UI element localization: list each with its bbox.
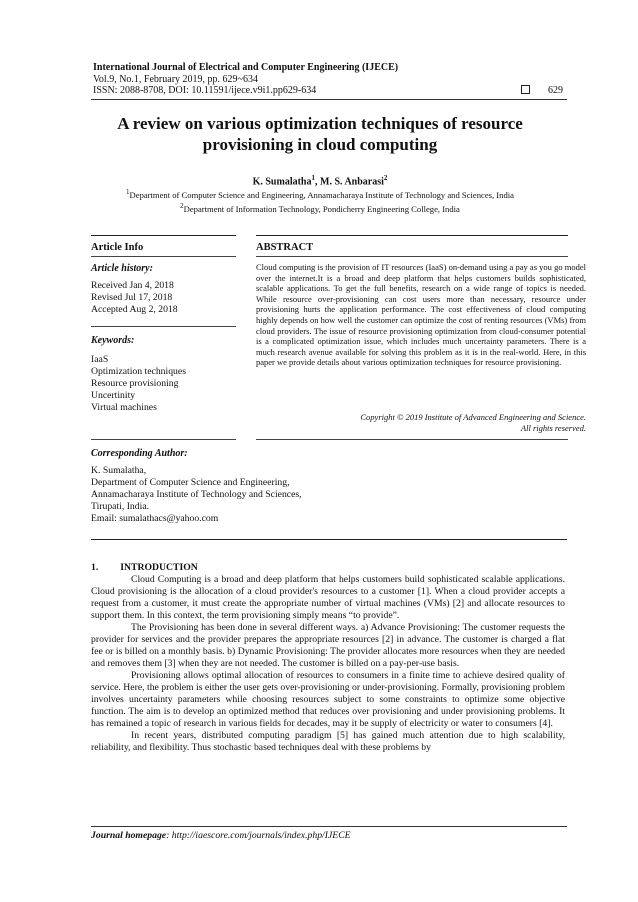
- keyword-item: Optimization techniques: [91, 366, 186, 377]
- received-date: Received Jan 4, 2018: [91, 280, 174, 291]
- author-1: K. Sumalatha: [252, 176, 312, 188]
- section-title: INTRODUCTION: [120, 562, 198, 573]
- corresponding-dept: Department of Computer Science and Engineering,: [91, 477, 290, 488]
- keyword-item: Uncertinity: [91, 390, 136, 401]
- page-number: 629: [548, 85, 563, 96]
- revised-date: Revised Jul 17, 2018: [91, 292, 173, 303]
- corresponding-name: K. Sumalatha,: [91, 465, 147, 476]
- corresponding-bottom-rule: [91, 539, 567, 540]
- keyword-item: Virtual machines: [91, 402, 157, 413]
- paper-title: [70, 113, 570, 155]
- article-info-top-rule: [91, 235, 236, 236]
- author-2-sup: 2: [383, 174, 388, 182]
- section-heading-introduction: [91, 562, 198, 573]
- article-info-heading: Article Info: [91, 242, 144, 253]
- copyright-line-1: Copyright © 2019 Institute of Advanced Engineering and Science.: [360, 412, 586, 422]
- abstract-text: Cloud computing is the provision of IT resources (IaaS) on-demand using a pay as you go model over the internet.It is a broad and deep platform that helps customers builds sophisticated, scalable applications. To get the full benefits, research on a wide range of topics is needed. While resource over-provisioning can cost users more than necessary, resource under provisioning hurts the application performance. The cost effectiveness of cloud computing highly depends on how well the customer can optimize the cost of renting resources (VMs) from cloud providers. The issue of resource provisioning optimization from cloud-consumer potential is a complicated optimization issue, which includes much uncertainty parameters. There is a much research avenue available for solving this problem as it is in the real-world. Here, in this paper we provide details about various optimization techniques for resource provisioning.: [256, 262, 586, 368]
- abstract-heading: ABSTRACT: [256, 242, 314, 253]
- issn-line: ISSN: 2088-8708, DOI: 10.11591/ijece.v9i1.pp629-634: [93, 85, 317, 96]
- header-rule: [91, 99, 567, 100]
- paragraph: Cloud Computing is a broad and deep platform that helps customers build sophisticated scalable applications. Cloud provisioning is the allocation of a cloud provider's resources to a customer [1]. When a cloud provider accepts a request from a customer, it must create the appropriate number of virtual machines (VMs) [2] and allocate resources to support them. In this context, the term provisioning simply means “to provide”.: [91, 574, 565, 621]
- keywords-list: [91, 354, 186, 414]
- corresponding-email: Email: sumalathacs@yahoo.com: [91, 513, 219, 524]
- paragraph: In recent years, distributed computing paradigm [5] has gained much attention due to high scalability, reliability, and flexibility. Thus stochastic based techniques deal with these problems by: [91, 730, 565, 753]
- accepted-date: Accepted Aug 2, 2018: [91, 304, 178, 315]
- volume-line: Vol.9, No.1, February 2019, pp. 629~634: [93, 73, 258, 85]
- author-1-sup: 1: [311, 174, 315, 182]
- corresponding-author: [91, 465, 571, 525]
- keywords-heading: Keywords:: [91, 335, 135, 346]
- author-separator: ,: [315, 176, 320, 188]
- article-history-heading: Article history:: [91, 263, 153, 274]
- article-info-bottom-rule: [91, 439, 236, 440]
- footer-rule: [91, 826, 567, 827]
- abstract-rule: [256, 256, 568, 257]
- paragraph: Provisioning allows optimal allocation of resources to consumers in a finite time to achieve desired quality of service. Here, the problem is either the user gets over-provisioning or under-provisioning. Formally, provisioning problem involves uncertainty parameters while choosing resources subject to some constraints to optimize some objective function. The aim is to develop an optimized method that reduces over provisioning and under provisioning problems. It has remained a topic of research in various fields for decades, may it be supply of electricity or water to consumers [4].: [91, 670, 565, 729]
- title-line-1: A review on various optimization techniques of resource: [117, 114, 523, 133]
- article-info-rule: [91, 256, 236, 257]
- affiliation-2: [70, 201, 570, 215]
- corresponding-city: Tirupati, India.: [91, 501, 150, 512]
- title-line-2: provisioning in cloud computing: [202, 135, 438, 154]
- abstract-top-rule: [256, 235, 568, 236]
- keyword-item: IaaS: [91, 354, 109, 365]
- journal-footer: [91, 830, 351, 841]
- copyright: [256, 412, 586, 434]
- footer-label: Journal homepage: [91, 830, 167, 841]
- introduction-body: [91, 574, 565, 754]
- affiliation-1-sup: 1: [126, 188, 130, 196]
- paragraph: The Provisioning has been done in several different ways. a) Advance Provisioning: The customer requests the provider for services and the provider prepares the appropriate resources [2] in advance. The customer is charged a flat fee or is billed on a monthly basis. b) Dynamic Provisioning: The provider allocates more resources when they are needed and removes them [3] when they are not needed. The customer is billed on a pay-per-use basis.: [91, 622, 565, 669]
- affiliation-2-text: Department of Information Technology, Pondicherry Engineering College, India: [183, 203, 460, 214]
- affiliation-1-text: Department of Computer Science and Engineering, Annamacharaya Institute of Technology and Sciences, India: [129, 189, 514, 200]
- corresponding-heading: Corresponding Author:: [91, 448, 188, 459]
- author-2: M. S. Anbarasi: [320, 176, 384, 188]
- corresponding-inst: Annamacharaya Institute of Technology and Sciences,: [91, 489, 302, 500]
- page-number-block: [521, 85, 563, 96]
- affiliation-2-sup: 2: [180, 201, 184, 210]
- authors: [70, 174, 570, 187]
- keywords-rule: [91, 326, 236, 327]
- checkbox-icon: [521, 85, 530, 94]
- article-history: [91, 280, 178, 316]
- affiliation-1: [70, 187, 570, 201]
- copyright-line-2: All rights reserved.: [520, 423, 586, 433]
- abstract-bottom-rule: [256, 439, 568, 440]
- journal-name: International Journal of Electrical and Computer Engineering (IJECE): [93, 62, 399, 73]
- journal-header: [93, 62, 573, 97]
- affiliations: [70, 187, 570, 215]
- keyword-item: Resource provisioning: [91, 378, 179, 389]
- journal-homepage-link[interactable]: : http://iaescore.com/journals/index.php/IJECE: [166, 830, 351, 841]
- section-number: 1.: [91, 562, 99, 573]
